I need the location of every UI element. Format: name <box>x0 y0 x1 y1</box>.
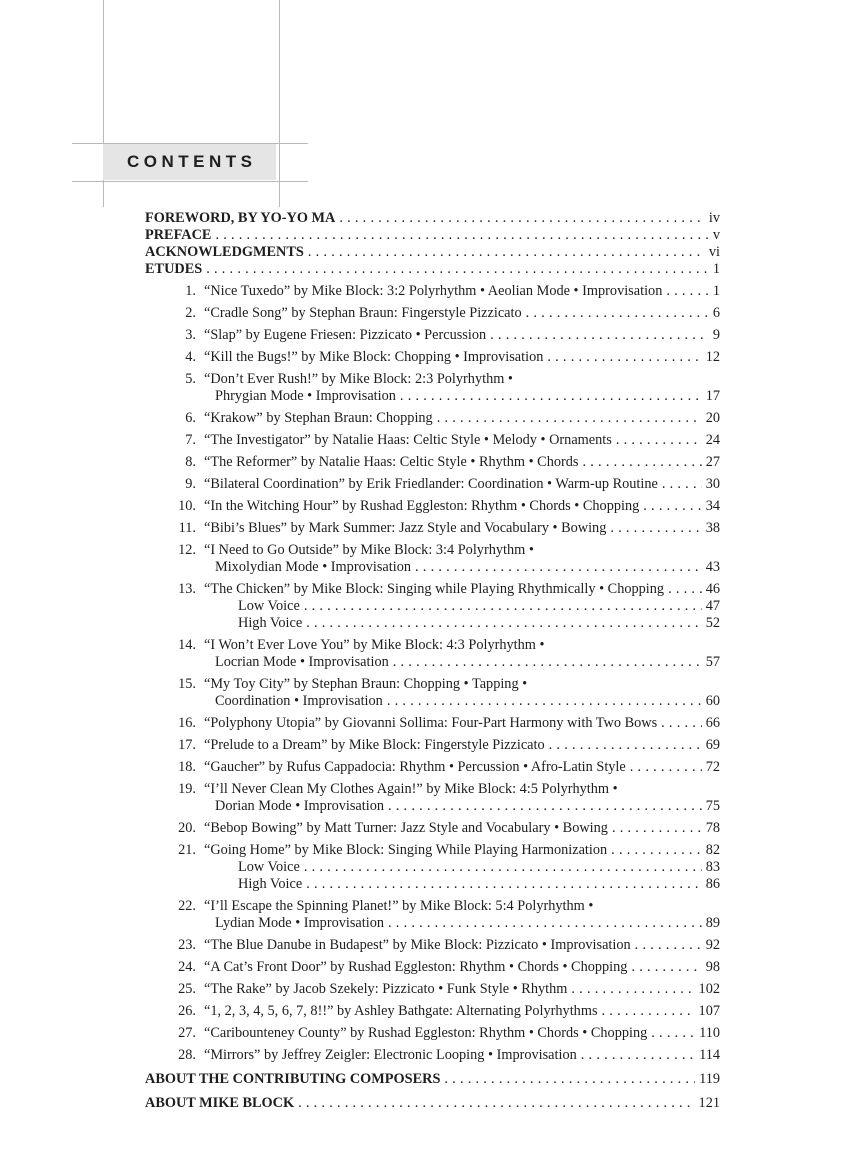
toc-entry <box>145 759 720 776</box>
toc-page-number: 20 <box>705 410 720 426</box>
leader-dots <box>635 937 702 954</box>
toc-entry-title: “Nice Tuxedo” by Mike Block: 3:2 Polyrhythm • Aeolian Mode • Improvisation <box>204 283 663 299</box>
toc-entry-line <box>145 388 720 405</box>
toc-section-label: ACKNOWLEDGMENTS <box>145 244 304 260</box>
toc-page-number: 6 <box>712 305 720 321</box>
toc-entry <box>145 959 720 976</box>
toc-entry-line <box>145 454 720 471</box>
toc-entry-line <box>145 715 720 732</box>
toc-entry-line <box>145 371 720 388</box>
toc-entry-line <box>145 759 720 776</box>
toc-entry-line <box>145 676 720 693</box>
leader-dots <box>304 859 702 876</box>
leader-dots <box>215 227 708 244</box>
leader-dots <box>611 842 702 859</box>
toc-entry-title: “Krakow” by Stephan Braun: Chopping <box>204 410 433 426</box>
leader-dots <box>387 693 702 710</box>
toc-entry-number: 27. <box>178 1025 196 1041</box>
toc-entry-line <box>145 542 720 559</box>
leader-dots <box>298 1095 694 1112</box>
toc-entry-title: Lydian Mode • Improvisation <box>215 915 385 931</box>
leader-dots <box>308 244 705 261</box>
toc-entry-number: 16. <box>178 715 196 731</box>
leader-dots <box>393 654 702 671</box>
toc-entry-title: “The Chicken” by Mike Block: Singing while Playing Rhythmically • Chopping <box>204 581 665 597</box>
toc-page-number: 27 <box>705 454 720 470</box>
toc-entry-title: “1, 2, 3, 4, 5, 6, 7, 8!!” by Ashley Bathgate: Alternating Polyrhythms <box>204 1003 598 1019</box>
toc-page-number: iv <box>708 210 720 226</box>
toc-entry-line <box>145 637 720 654</box>
toc-entry-subline <box>145 598 720 615</box>
toc-entry-number: 23. <box>178 937 196 953</box>
toc-entry-title: “A Cat’s Front Door” by Rushad Eggleston: Rhythm • Chords • Chopping <box>204 959 628 975</box>
leader-dots <box>602 1003 695 1020</box>
toc-entry <box>145 1025 720 1042</box>
toc-entry-title: “Prelude to a Dream” by Mike Block: Fingerstyle Pizzicato <box>204 737 545 753</box>
toc-entry-number: 3. <box>185 327 196 343</box>
toc-entry-title: “Caribounteney County” by Rushad Eggleston: Rhythm • Chords • Chopping <box>204 1025 648 1041</box>
toc-entry <box>145 520 720 537</box>
leader-dots <box>306 876 702 893</box>
toc-page-number: 17 <box>705 388 720 404</box>
leader-dots <box>571 981 694 998</box>
toc-entry-line <box>145 737 720 754</box>
toc-entry <box>145 476 720 493</box>
toc-entry-line <box>145 305 720 322</box>
toc-entry-title: Phrygian Mode • Improvisation <box>215 388 396 404</box>
toc-entry-number: 15. <box>178 676 196 692</box>
toc-entry-line <box>145 820 720 837</box>
toc-entry-line <box>145 1025 720 1042</box>
toc-entry-line <box>145 410 720 427</box>
toc-entry <box>145 581 720 632</box>
toc-entry-title: “Bilateral Coordination” by Erik Friedlander: Coordination • Warm-up Routine <box>204 476 658 492</box>
toc-page-number: 72 <box>705 759 720 775</box>
toc-page-number: vi <box>708 244 720 260</box>
toc-page-number: 86 <box>705 876 720 892</box>
leader-dots <box>643 498 701 515</box>
toc-entry-number: 8. <box>185 454 196 470</box>
toc-entry-title: Locrian Mode • Improvisation <box>215 654 389 670</box>
toc-page-number: 46 <box>705 581 720 597</box>
toc-page-number: 12 <box>705 349 720 365</box>
contents-header-box <box>103 144 276 180</box>
toc-entry-number: 2. <box>185 305 196 321</box>
toc-entry <box>145 283 720 300</box>
toc-entry-number: 7. <box>185 432 196 448</box>
toc-entry-number: 20. <box>178 820 196 836</box>
toc-entry-subline <box>145 859 720 876</box>
leader-dots <box>339 210 705 227</box>
toc-entry-line <box>145 327 720 344</box>
toc-entry-number: 9. <box>185 476 196 492</box>
toc-page-number: 102 <box>698 981 720 997</box>
leader-dots <box>547 349 701 366</box>
toc-entry-subline <box>145 615 720 632</box>
toc-entry-title: “I Need to Go Outside” by Mike Block: 3:4 Polyrhythm • <box>204 542 534 558</box>
toc-entry-title: “Gaucher” by Rufus Cappadocia: Rhythm • Percussion • Afro-Latin Style <box>204 759 626 775</box>
toc-page-number: 24 <box>705 432 720 448</box>
toc-entry-title: “I’ll Escape the Spinning Planet!” by Mike Block: 5:4 Polyrhythm • <box>204 898 594 914</box>
leader-dots <box>666 283 709 300</box>
toc-page-number: 98 <box>705 959 720 975</box>
toc-entry-title: “Polyphony Utopia” by Giovanni Sollima: Four-Part Harmony with Two Bows <box>204 715 658 731</box>
toc-page-number: 107 <box>698 1003 720 1019</box>
leader-dots <box>610 520 701 537</box>
leader-dots <box>661 715 702 732</box>
toc-page-number: 1 <box>712 283 720 299</box>
leader-dots <box>388 798 702 815</box>
leader-dots <box>662 476 702 493</box>
leader-dots <box>444 1071 695 1088</box>
toc-entry-line <box>145 693 720 710</box>
toc-entry-title: “The Rake” by Jacob Szekely: Pizzicato • Funk Style • Rhythm <box>204 981 568 997</box>
toc-entry-number: 17. <box>178 737 196 753</box>
toc-page-number: 121 <box>698 1095 720 1111</box>
toc-entry-line <box>145 798 720 815</box>
toc-entry-number: 28. <box>178 1047 196 1063</box>
toc-page-number: 75 <box>705 798 720 814</box>
toc-entry-title: “The Reformer” by Natalie Haas: Celtic Style • Rhythm • Chords <box>204 454 579 470</box>
table-of-contents <box>145 210 720 1112</box>
toc-entry-line <box>145 937 720 954</box>
toc-page-number: 47 <box>705 598 720 614</box>
leader-dots <box>616 432 702 449</box>
toc-subitem-label: Low Voice <box>238 859 300 875</box>
toc-entry-number: 13. <box>178 581 196 597</box>
toc-entry-line <box>145 898 720 915</box>
toc-entry-title: Dorian Mode • Improvisation <box>215 798 384 814</box>
toc-entry-title: “I’ll Never Clean My Clothes Again!” by Mike Block: 4:5 Polyrhythm • <box>204 781 618 797</box>
leader-dots <box>612 820 702 837</box>
toc-entry-line <box>145 959 720 976</box>
toc-entry-number: 12. <box>178 542 196 558</box>
toc-entry-number: 24. <box>178 959 196 975</box>
toc-entry-number: 19. <box>178 781 196 797</box>
toc-entry <box>145 371 720 405</box>
toc-entry-title: “In the Witching Hour” by Rushad Eggleston: Rhythm • Chords • Chopping <box>204 498 640 514</box>
toc-page-number: 60 <box>705 693 720 709</box>
leader-dots <box>526 305 709 322</box>
leader-dots <box>490 327 709 344</box>
page-title: CONTENTS <box>127 152 257 171</box>
toc-page-number: 82 <box>705 842 720 858</box>
leader-dots <box>206 261 709 278</box>
toc-entry <box>145 454 720 471</box>
toc-entry-line <box>145 654 720 671</box>
leader-dots <box>631 959 701 976</box>
toc-page-number: 66 <box>705 715 720 731</box>
toc-entry-title: “Slap” by Eugene Friesen: Pizzicato • Percussion <box>204 327 487 343</box>
toc-entry <box>145 981 720 998</box>
toc-entry <box>145 820 720 837</box>
toc-section-label: ABOUT THE CONTRIBUTING COMPOSERS <box>145 1071 441 1087</box>
toc-entry-title: “My Toy City” by Stephan Braun: Chopping • Tapping • <box>204 676 528 692</box>
toc-entry-number: 10. <box>178 498 196 514</box>
toc-entry-number: 5. <box>185 371 196 387</box>
toc-entry-number: 22. <box>178 898 196 914</box>
toc-page-number: 114 <box>699 1047 720 1063</box>
toc-entry-line <box>145 559 720 576</box>
toc-row <box>145 210 720 227</box>
toc-entry-number: 18. <box>178 759 196 775</box>
toc-row <box>145 227 720 244</box>
toc-entry-line <box>145 498 720 515</box>
leader-dots <box>581 1047 695 1064</box>
toc-entry-number: 1. <box>185 283 196 299</box>
toc-row <box>145 244 720 261</box>
toc-entry <box>145 676 720 710</box>
toc-row <box>145 261 720 278</box>
leader-dots <box>630 759 702 776</box>
layout-horizontal-rule-bottom <box>72 181 308 182</box>
toc-entry <box>145 842 720 893</box>
toc-section-label: ABOUT MIKE BLOCK <box>145 1095 295 1111</box>
toc-entry <box>145 937 720 954</box>
toc-entry-title: “Going Home” by Mike Block: Singing While Playing Harmonization <box>204 842 608 858</box>
toc-entry-title: “The Investigator” by Natalie Haas: Celtic Style • Melody • Ornaments <box>204 432 612 448</box>
toc-page-number: 92 <box>705 937 720 953</box>
toc-entry-number: 25. <box>178 981 196 997</box>
leader-dots <box>388 915 702 932</box>
toc-page-number: 9 <box>712 327 720 343</box>
toc-entry-number: 6. <box>185 410 196 426</box>
toc-entry <box>145 898 720 932</box>
leader-dots <box>415 559 702 576</box>
toc-row <box>145 1095 720 1112</box>
leader-dots <box>668 581 702 598</box>
toc-row <box>145 1071 720 1088</box>
toc-entry-number: 21. <box>178 842 196 858</box>
toc-entry <box>145 1003 720 1020</box>
toc-entry-line <box>145 1003 720 1020</box>
toc-entry-title: “Mirrors” by Jeffrey Zeigler: Electronic Looping • Improvisation <box>204 1047 577 1063</box>
toc-entry <box>145 1047 720 1064</box>
toc-entry-title: “Cradle Song” by Stephan Braun: Fingerstyle Pizzicato <box>204 305 522 321</box>
toc-page-number: 30 <box>705 476 720 492</box>
toc-subitem-label: Low Voice <box>238 598 300 614</box>
toc-entry <box>145 432 720 449</box>
toc-page-number: 34 <box>705 498 720 514</box>
toc-entry <box>145 737 720 754</box>
toc-page-number: 57 <box>705 654 720 670</box>
toc-entry <box>145 327 720 344</box>
toc-subitem-label: High Voice <box>238 876 303 892</box>
leader-dots <box>583 454 702 471</box>
toc-entry-line <box>145 915 720 932</box>
toc-section-label: FOREWORD, BY YO-YO MA <box>145 210 336 226</box>
toc-page-number: v <box>712 227 720 243</box>
toc-entry-line <box>145 1047 720 1064</box>
toc-page-number: 1 <box>712 261 720 277</box>
leader-dots <box>400 388 702 405</box>
toc-entry-line <box>145 781 720 798</box>
toc-entry <box>145 715 720 732</box>
toc-page-number: 52 <box>705 615 720 631</box>
toc-page-number: 78 <box>705 820 720 836</box>
toc-page-number: 119 <box>699 1071 720 1087</box>
toc-entry-line <box>145 476 720 493</box>
toc-entry-number: 26. <box>178 1003 196 1019</box>
toc-entry-title: “I Won’t Ever Love You” by Mike Block: 4:3 Polyrhythm • <box>204 637 545 653</box>
toc-entry <box>145 542 720 576</box>
toc-page-number: 43 <box>705 559 720 575</box>
toc-entry-title: Mixolydian Mode • Improvisation <box>215 559 412 575</box>
toc-page-number: 89 <box>705 915 720 931</box>
toc-page-number: 83 <box>705 859 720 875</box>
toc-section-label: ETUDES <box>145 261 203 277</box>
leader-dots <box>306 615 702 632</box>
toc-entry <box>145 410 720 427</box>
toc-entry-line <box>145 842 720 859</box>
toc-entry-number: 11. <box>178 520 196 536</box>
toc-entry <box>145 498 720 515</box>
toc-entry <box>145 781 720 815</box>
layout-vertical-rule-right <box>279 0 280 207</box>
toc-page-number: 110 <box>699 1025 720 1041</box>
leader-dots <box>549 737 702 754</box>
leader-dots <box>651 1025 695 1042</box>
toc-entry-title: “Kill the Bugs!” by Mike Block: Chopping • Improvisation <box>204 349 544 365</box>
toc-entry-title: “Don’t Ever Rush!” by Mike Block: 2:3 Polyrhythm • <box>204 371 513 387</box>
toc-entry-subline <box>145 876 720 893</box>
leader-dots <box>304 598 702 615</box>
toc-entry-title: “Bibi’s Blues” by Mark Summer: Jazz Style and Vocabulary • Bowing <box>204 520 607 536</box>
toc-entry <box>145 349 720 366</box>
toc-subitem-label: High Voice <box>238 615 303 631</box>
toc-section-label: PREFACE <box>145 227 212 243</box>
toc-entry-title: “Bebop Bowing” by Matt Turner: Jazz Style and Vocabulary • Bowing <box>204 820 608 836</box>
toc-entry-number: 14. <box>178 637 196 653</box>
toc-page-number: 69 <box>705 737 720 753</box>
toc-entry-number: 4. <box>185 349 196 365</box>
toc-entry-line <box>145 432 720 449</box>
toc-entry-title: “The Blue Danube in Budapest” by Mike Block: Pizzicato • Improvisation <box>204 937 631 953</box>
toc-entry-line <box>145 520 720 537</box>
toc-entry-title: Coordination • Improvisation <box>215 693 383 709</box>
leader-dots <box>437 410 702 427</box>
toc-entry-line <box>145 581 720 598</box>
toc-page-number: 38 <box>705 520 720 536</box>
toc-entry-line <box>145 981 720 998</box>
toc-entry-line <box>145 349 720 366</box>
toc-entry <box>145 637 720 671</box>
toc-entry-line <box>145 283 720 300</box>
toc-entry <box>145 305 720 322</box>
